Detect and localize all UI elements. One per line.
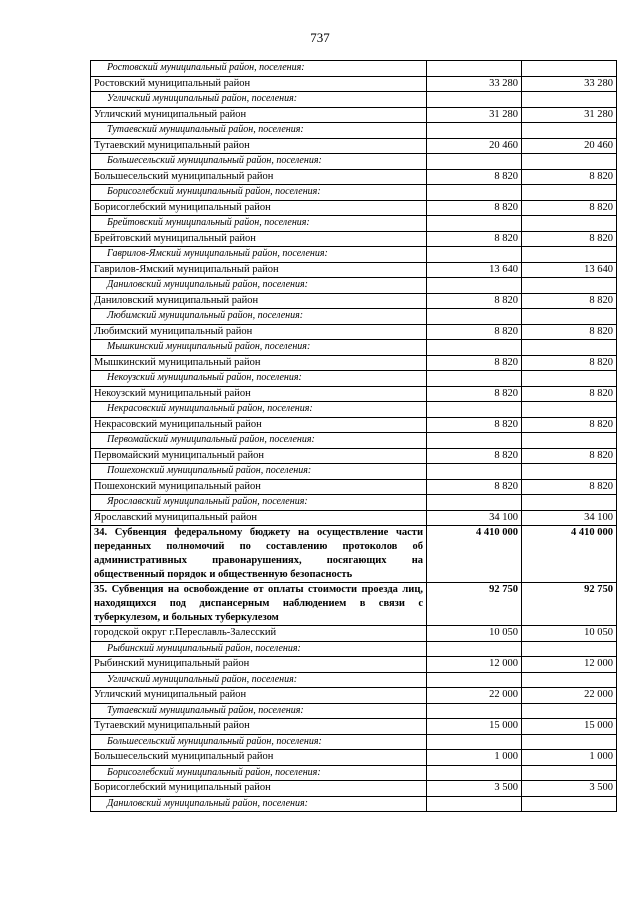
subheader-row xyxy=(91,433,617,449)
row-value-2-cell: 8 820 xyxy=(522,355,617,371)
row-value-1-cell xyxy=(427,278,522,294)
subheader-row xyxy=(91,123,617,139)
row-name-cell: Борисоглебский муниципальный район xyxy=(91,200,427,216)
row-value-1-cell xyxy=(427,92,522,108)
row-value-1-cell: 34 100 xyxy=(427,510,522,526)
row-value-1-cell xyxy=(427,61,522,77)
table-row xyxy=(91,200,617,216)
row-name-cell: Ростовский муниципальный район xyxy=(91,76,427,92)
row-value-1-cell xyxy=(427,464,522,480)
row-name-cell: Тутаевский муниципальный район xyxy=(91,719,427,735)
row-value-2-cell xyxy=(522,796,617,812)
page-number: 737 xyxy=(310,30,330,45)
row-value-1-cell xyxy=(427,433,522,449)
subheader-row xyxy=(91,402,617,418)
row-value-1-cell: 8 820 xyxy=(427,386,522,402)
row-value-2-cell xyxy=(522,703,617,719)
row-name-cell: Большесельский муниципальный район xyxy=(91,169,427,185)
row-value-2-cell xyxy=(522,433,617,449)
row-value-2-cell xyxy=(522,278,617,294)
table-row xyxy=(91,262,617,278)
table-row xyxy=(91,750,617,766)
table-row xyxy=(91,719,617,735)
table-row xyxy=(91,479,617,495)
row-name-cell: Рыбинский муниципальный район xyxy=(91,657,427,673)
row-value-1-cell xyxy=(427,185,522,201)
row-name-cell: Большесельский муниципальный район, поселения: xyxy=(91,734,427,750)
row-value-2-cell: 22 000 xyxy=(522,688,617,704)
row-value-1-cell: 12 000 xyxy=(427,657,522,673)
table-row xyxy=(91,417,617,433)
subheader-row xyxy=(91,92,617,108)
row-value-1-cell xyxy=(427,371,522,387)
row-value-2-cell xyxy=(522,185,617,201)
row-name-cell: Некрасовский муниципальный район, поселения: xyxy=(91,402,427,418)
row-name-cell: Рыбинский муниципальный район, поселения: xyxy=(91,641,427,657)
row-name-cell: Некоузский муниципальный район, поселения: xyxy=(91,371,427,387)
row-name-cell: 34. Субвенция федеральному бюджету на осуществление части переданных полномочий по составлению протоколов об административных правонарушениях, посягающих на общественный порядок и общественную безопасность xyxy=(91,526,427,583)
row-value-2-cell xyxy=(522,765,617,781)
row-value-1-cell: 3 500 xyxy=(427,781,522,797)
row-value-1-cell: 8 820 xyxy=(427,479,522,495)
row-value-2-cell xyxy=(522,123,617,139)
row-name-cell: Некрасовский муниципальный район xyxy=(91,417,427,433)
row-name-cell: Даниловский муниципальный район, поселения: xyxy=(91,796,427,812)
row-value-2-cell xyxy=(522,154,617,170)
row-name-cell: Мышкинский муниципальный район xyxy=(91,355,427,371)
row-value-1-cell xyxy=(427,247,522,263)
table-row xyxy=(91,138,617,154)
row-value-2-cell xyxy=(522,464,617,480)
subheader-row xyxy=(91,371,617,387)
row-value-1-cell: 4 410 000 xyxy=(427,526,522,583)
row-name-cell: Даниловский муниципальный район xyxy=(91,293,427,309)
row-value-2-cell: 8 820 xyxy=(522,200,617,216)
row-name-cell: Брейтовский муниципальный район xyxy=(91,231,427,247)
subheader-row xyxy=(91,309,617,325)
row-value-1-cell: 13 640 xyxy=(427,262,522,278)
table-row xyxy=(91,781,617,797)
row-value-2-cell: 20 460 xyxy=(522,138,617,154)
section-row xyxy=(91,526,617,583)
table-row xyxy=(91,448,617,464)
row-value-2-cell xyxy=(522,641,617,657)
row-value-1-cell: 8 820 xyxy=(427,169,522,185)
row-value-1-cell xyxy=(427,703,522,719)
table-row xyxy=(91,231,617,247)
row-value-2-cell: 8 820 xyxy=(522,417,617,433)
row-value-1-cell: 20 460 xyxy=(427,138,522,154)
subheader-row xyxy=(91,703,617,719)
row-value-1-cell: 8 820 xyxy=(427,293,522,309)
row-value-2-cell xyxy=(522,247,617,263)
row-value-2-cell: 8 820 xyxy=(522,293,617,309)
row-value-1-cell: 8 820 xyxy=(427,417,522,433)
row-value-1-cell: 15 000 xyxy=(427,719,522,735)
row-value-1-cell xyxy=(427,734,522,750)
row-value-1-cell xyxy=(427,123,522,139)
row-value-2-cell xyxy=(522,216,617,232)
row-name-cell: Даниловский муниципальный район, поселения: xyxy=(91,278,427,294)
row-value-2-cell: 8 820 xyxy=(522,479,617,495)
subheader-row xyxy=(91,185,617,201)
row-value-2-cell: 4 410 000 xyxy=(522,526,617,583)
row-name-cell: городской округ г.Переславль-Залесский xyxy=(91,626,427,642)
row-value-1-cell: 92 750 xyxy=(427,583,522,626)
table-row xyxy=(91,386,617,402)
row-name-cell: Угличский муниципальный район xyxy=(91,107,427,123)
subheader-row xyxy=(91,61,617,77)
row-name-cell: Борисоглебский муниципальный район, поселения: xyxy=(91,185,427,201)
subheader-row xyxy=(91,216,617,232)
row-value-1-cell: 8 820 xyxy=(427,324,522,340)
row-name-cell: Некоузский муниципальный район xyxy=(91,386,427,402)
row-name-cell: Гаврилов-Ямский муниципальный район xyxy=(91,262,427,278)
row-name-cell: Тутаевский муниципальный район xyxy=(91,138,427,154)
table-row xyxy=(91,107,617,123)
row-name-cell: Большесельский муниципальный район, поселения: xyxy=(91,154,427,170)
row-value-2-cell xyxy=(522,92,617,108)
subheader-row xyxy=(91,278,617,294)
table-row xyxy=(91,626,617,642)
row-value-2-cell: 3 500 xyxy=(522,781,617,797)
subheader-row xyxy=(91,154,617,170)
subheader-row xyxy=(91,734,617,750)
row-value-1-cell xyxy=(427,796,522,812)
row-value-2-cell: 15 000 xyxy=(522,719,617,735)
subheader-row xyxy=(91,796,617,812)
row-name-cell: Борисоглебский муниципальный район xyxy=(91,781,427,797)
row-name-cell: Пошехонский муниципальный район xyxy=(91,479,427,495)
table-row xyxy=(91,510,617,526)
subheader-row xyxy=(91,765,617,781)
row-value-1-cell xyxy=(427,309,522,325)
row-value-1-cell xyxy=(427,340,522,356)
row-value-2-cell: 8 820 xyxy=(522,386,617,402)
section-row xyxy=(91,583,617,626)
row-name-cell: Борисоглебский муниципальный район, поселения: xyxy=(91,765,427,781)
row-value-1-cell: 22 000 xyxy=(427,688,522,704)
subheader-row xyxy=(91,340,617,356)
row-name-cell: Угличский муниципальный район, поселения: xyxy=(91,92,427,108)
row-value-1-cell: 8 820 xyxy=(427,355,522,371)
row-name-cell: Тутаевский муниципальный район, поселения: xyxy=(91,123,427,139)
row-name-cell: Угличский муниципальный район, поселения: xyxy=(91,672,427,688)
row-name-cell: Гаврилов-Ямский муниципальный район, поселения: xyxy=(91,247,427,263)
row-value-1-cell: 8 820 xyxy=(427,200,522,216)
row-name-cell: Угличский муниципальный район xyxy=(91,688,427,704)
row-value-2-cell xyxy=(522,402,617,418)
row-name-cell: Первомайский муниципальный район xyxy=(91,448,427,464)
row-value-2-cell xyxy=(522,672,617,688)
row-name-cell: Пошехонский муниципальный район, поселения: xyxy=(91,464,427,480)
row-value-1-cell xyxy=(427,402,522,418)
row-value-1-cell: 8 820 xyxy=(427,231,522,247)
table-row xyxy=(91,76,617,92)
row-value-1-cell xyxy=(427,154,522,170)
row-value-2-cell: 31 280 xyxy=(522,107,617,123)
table-row xyxy=(91,293,617,309)
row-value-1-cell xyxy=(427,641,522,657)
row-value-2-cell: 8 820 xyxy=(522,231,617,247)
row-name-cell: Брейтовский муниципальный район, поселения: xyxy=(91,216,427,232)
row-name-cell: Ярославский муниципальный район, поселения: xyxy=(91,495,427,511)
budget-table xyxy=(90,60,617,812)
row-value-1-cell xyxy=(427,765,522,781)
row-value-2-cell: 34 100 xyxy=(522,510,617,526)
row-value-2-cell: 12 000 xyxy=(522,657,617,673)
row-value-1-cell: 8 820 xyxy=(427,448,522,464)
row-name-cell: Ростовский муниципальный район, поселения: xyxy=(91,61,427,77)
row-value-2-cell: 8 820 xyxy=(522,169,617,185)
table-row xyxy=(91,169,617,185)
row-value-2-cell: 13 640 xyxy=(522,262,617,278)
row-name-cell: Ярославский муниципальный район xyxy=(91,510,427,526)
row-value-2-cell xyxy=(522,340,617,356)
subheader-row xyxy=(91,464,617,480)
row-value-1-cell: 33 280 xyxy=(427,76,522,92)
row-value-1-cell xyxy=(427,495,522,511)
table-row xyxy=(91,324,617,340)
row-name-cell: Большесельский муниципальный район xyxy=(91,750,427,766)
row-value-1-cell: 31 280 xyxy=(427,107,522,123)
budget-table-body xyxy=(91,61,617,812)
row-value-2-cell xyxy=(522,61,617,77)
row-name-cell: Любимский муниципальный район, поселения: xyxy=(91,309,427,325)
row-value-2-cell: 8 820 xyxy=(522,448,617,464)
row-value-1-cell xyxy=(427,216,522,232)
row-value-2-cell xyxy=(522,495,617,511)
row-value-2-cell: 8 820 xyxy=(522,324,617,340)
row-value-1-cell: 1 000 xyxy=(427,750,522,766)
table-row xyxy=(91,688,617,704)
row-value-2-cell xyxy=(522,309,617,325)
subheader-row xyxy=(91,672,617,688)
row-name-cell: Тутаевский муниципальный район, поселения: xyxy=(91,703,427,719)
row-value-2-cell: 33 280 xyxy=(522,76,617,92)
row-value-2-cell xyxy=(522,371,617,387)
row-value-2-cell xyxy=(522,734,617,750)
row-name-cell: Первомайский муниципальный район, поселения: xyxy=(91,433,427,449)
row-name-cell: Любимский муниципальный район xyxy=(91,324,427,340)
table-row xyxy=(91,657,617,673)
row-value-2-cell: 1 000 xyxy=(522,750,617,766)
row-value-2-cell: 10 050 xyxy=(522,626,617,642)
row-name-cell: Мышкинский муниципальный район, поселения: xyxy=(91,340,427,356)
subheader-row xyxy=(91,641,617,657)
row-value-1-cell: 10 050 xyxy=(427,626,522,642)
subheader-row xyxy=(91,495,617,511)
row-name-cell: 35. Субвенция на освобождение от оплаты стоимости проезда лиц, находящихся под диспансерным наблюдением в связи с туберкулезом, и больных туберкулезом xyxy=(91,583,427,626)
subheader-row xyxy=(91,247,617,263)
row-value-1-cell xyxy=(427,672,522,688)
table-row xyxy=(91,355,617,371)
row-value-2-cell: 92 750 xyxy=(522,583,617,626)
